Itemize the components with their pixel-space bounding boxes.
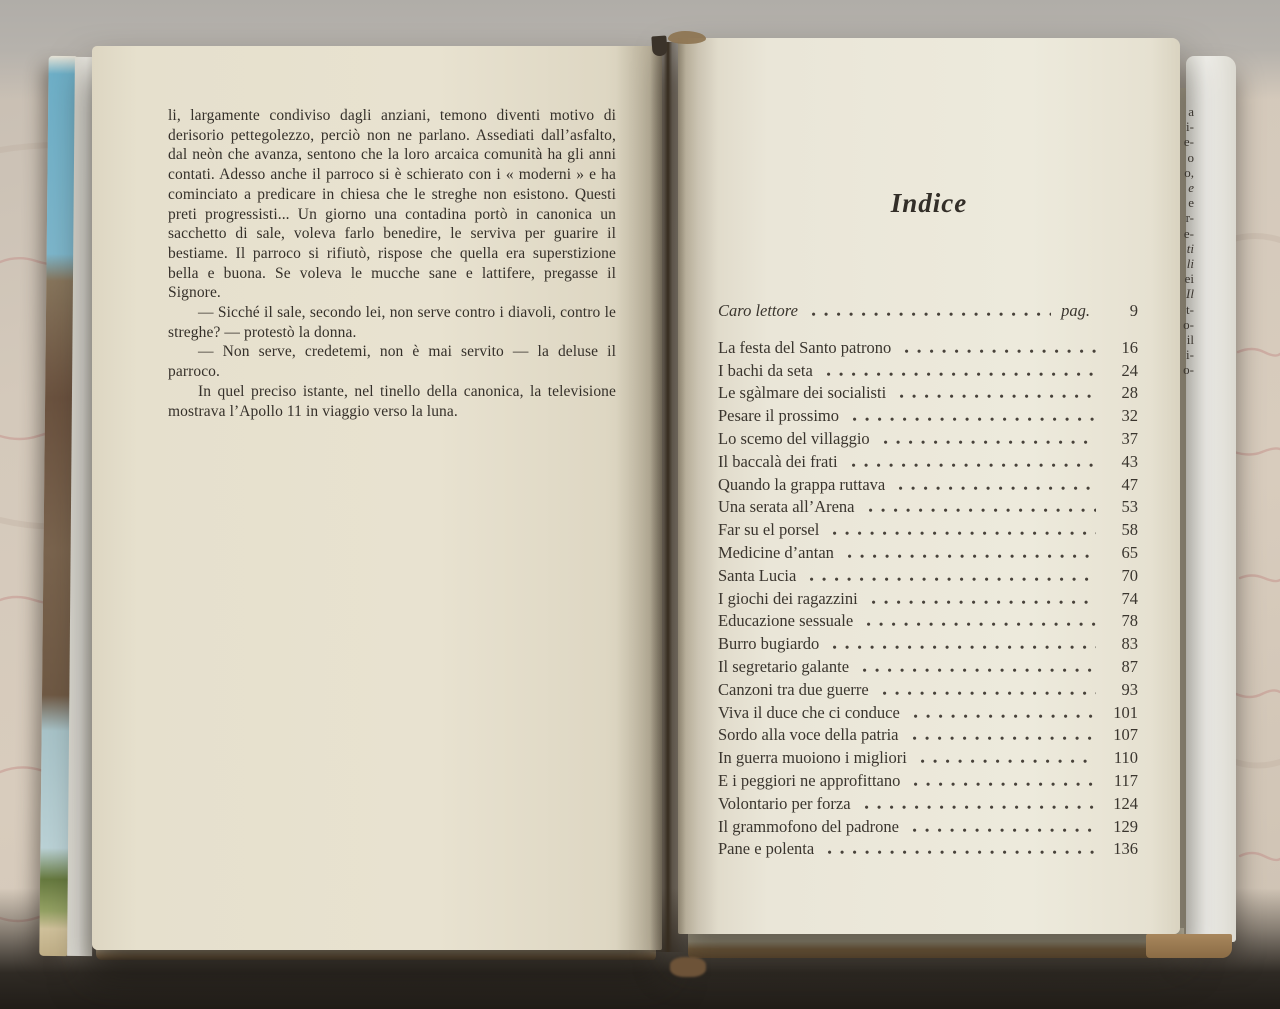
headband [651, 36, 667, 57]
toc-entry [718, 360, 1138, 383]
toc-entry [718, 474, 1138, 497]
text-fragment: e- [1183, 225, 1194, 241]
toc-entry [718, 633, 1138, 656]
toc-entry [718, 679, 1138, 702]
toc-entry-title: Le sgàlmare dei socialisti [718, 383, 887, 403]
page-number: 83 [1121, 634, 1138, 654]
toc-entry [718, 542, 1138, 565]
page-number: 70 [1121, 565, 1138, 585]
dot-leader [852, 462, 1096, 467]
page-number: 16 [1121, 337, 1138, 357]
text-fragment: e [1188, 195, 1194, 211]
dot-leader [905, 348, 1096, 353]
spine-glue-top [668, 31, 706, 44]
toc-entry [718, 337, 1138, 360]
text-fragment: e [1188, 180, 1194, 196]
toc-entry-title: Il grammofono del padrone [718, 816, 899, 836]
dot-leader [869, 507, 1096, 512]
page-number: 117 [1113, 770, 1138, 790]
toc-entry-title: Canzoni tra due guerre [718, 679, 869, 699]
page-number: 87 [1121, 656, 1138, 676]
dot-leader [921, 758, 1096, 763]
toc-entry-title: Santa Lucia [718, 565, 797, 585]
flap-text-fragments [1166, 104, 1194, 378]
dot-leader [900, 393, 1096, 398]
dot-leader [810, 576, 1096, 581]
dot-leader [913, 735, 1096, 740]
toc-entry-title: Pane e polenta [718, 839, 815, 859]
text-fragment: a [1188, 104, 1194, 119]
left-page-text [168, 106, 616, 421]
toc-entry-title: Volontario per forza [718, 793, 851, 813]
text-fragment: o [1187, 149, 1194, 165]
page-number: 28 [1121, 383, 1138, 403]
toc-entry [718, 793, 1138, 816]
paragraph: In quel preciso istante, nel tinello della canonica, la televisione mostrava l’Apollo 11 in viaggio verso la luna. [168, 382, 616, 420]
toc-entry [718, 428, 1138, 451]
dot-leader [865, 804, 1096, 809]
dot-leader [914, 713, 1096, 718]
text-fragment: i- [1186, 119, 1194, 135]
dot-leader [867, 621, 1096, 626]
toc-entry [718, 656, 1138, 679]
dot-leader [833, 644, 1096, 649]
dot-leader [899, 485, 1096, 490]
dot-leader [812, 311, 1051, 316]
toc-entry-title: Far su el porsel [718, 520, 820, 540]
page-number: 58 [1121, 520, 1138, 540]
text-fragment: ti [1186, 240, 1194, 256]
text-fragment: li [1186, 256, 1194, 272]
page-number: 47 [1121, 474, 1138, 494]
toc-entry [718, 588, 1138, 611]
toc-entry-title: Caro lettore [718, 301, 798, 320]
toc-entry-title: La festa del Santo patrono [718, 337, 892, 357]
paragraph: — Sicché il sale, secondo lei, non serve contro i diavoli, contro le streghe? — protestò la donna. [168, 304, 616, 341]
toc-entry-title: Una serata all’Arena [718, 497, 855, 517]
page-number: 93 [1121, 679, 1138, 699]
text-fragment: ei [1184, 271, 1194, 287]
toc-entry [718, 838, 1138, 861]
page-number: 129 [1113, 816, 1138, 836]
text-fragment: i- [1186, 347, 1194, 363]
page-number: 124 [1113, 793, 1138, 813]
book-gutter [650, 42, 686, 952]
toc-entry-title: Educazione sessuale [718, 611, 854, 631]
toc-entry [718, 405, 1138, 428]
text-fragment: il [1186, 332, 1194, 348]
dot-leader [827, 371, 1096, 376]
toc-entry-title: Sordo alla voce della patria [718, 725, 899, 745]
dot-leader [828, 849, 1096, 854]
toc-entry-title: I bachi da seta [718, 360, 813, 380]
toc-entry [718, 702, 1138, 725]
cover-corner-bottom-right [1146, 934, 1232, 958]
toc-entry [718, 770, 1138, 793]
toc-entry [718, 451, 1138, 474]
toc-entry-title: Medicine d’antan [718, 542, 834, 562]
toc-entry [718, 565, 1138, 588]
toc-entry [718, 747, 1138, 770]
index-title: Indice [890, 188, 968, 218]
table-of-contents [718, 300, 1138, 861]
page-number: 53 [1121, 497, 1138, 517]
page-number: 136 [1113, 839, 1138, 859]
page-number: 37 [1121, 428, 1138, 448]
page-number: 110 [1113, 748, 1138, 768]
toc-entry-title: In guerra muoiono i migliori [718, 748, 907, 768]
toc-entry [718, 382, 1138, 405]
page-number: 65 [1121, 542, 1138, 562]
paragraph: — Non serve, credetemi, non è mai servito — la deluse il parroco. [168, 343, 616, 381]
text-fragment: o- [1183, 316, 1194, 332]
page-number: 9 [1129, 301, 1138, 320]
right-page [678, 38, 1180, 934]
pag-label: pag. [1061, 301, 1090, 320]
toc-entry [718, 816, 1138, 839]
text-fragment: o- [1183, 362, 1194, 378]
dot-leader [913, 827, 1096, 832]
toc-entry [718, 496, 1138, 519]
text-fragment: e- [1183, 134, 1194, 150]
toc-entry-title: Viva il duce che ci conduce [718, 702, 900, 722]
toc-entry-title: Pesare il prossimo [718, 406, 839, 426]
dot-leader [883, 690, 1096, 695]
toc-entry-title: Il segretario galante [718, 656, 850, 676]
toc-entry-title: Quando la grappa ruttava [718, 474, 886, 494]
toc-entry [718, 519, 1138, 542]
page-number: 43 [1121, 451, 1138, 471]
toc-entry [718, 300, 1138, 323]
toc-entry [718, 724, 1138, 747]
dot-leader [872, 599, 1096, 604]
spine-glue-bottom [670, 957, 706, 977]
page-number: 107 [1113, 725, 1138, 745]
toc-entry-title: Il baccalà dei frati [718, 451, 838, 471]
text-fragment: o, [1184, 164, 1194, 180]
page-number: 74 [1121, 588, 1138, 608]
toc-entry-title: Lo scemo del villaggio [718, 428, 870, 448]
text-fragment: t- [1186, 301, 1194, 317]
paragraph: li, largamente condiviso dagli anziani, temono diventi motivo di derisorio pettegolezzo, perciò non ne parlano. Assediati dall’asfalto, dal neòn che avanza, sentono che la loro arcaica comunità ha gli anni contati. Adesso anche il parroco si è schierato con i « moderni » e ha cominciato a predicare in chiesa che le streghe non esistono. Questi preti progressisti... Un giorno una contadina portò in canonica un sacchetto di sale, voleva farlo benedire, le serviva per guarire il bestiame. Il parroco si rifiutò, rispose che quella era superstizione bella e buona. Se voleva le mucche sane e lattifere, pregasse il Signore. [168, 107, 616, 302]
page-number: 24 [1121, 360, 1138, 380]
toc-entry-title: E i peggiori ne approfittano [718, 770, 901, 790]
page-number: 32 [1121, 406, 1138, 426]
dot-leader [914, 781, 1096, 786]
dot-leader [884, 439, 1096, 444]
toc-entry-title: Burro bugiardo [718, 634, 820, 654]
dot-leader [848, 553, 1096, 558]
page-number: 101 [1113, 702, 1138, 722]
text-fragment: Il [1186, 286, 1194, 302]
text-fragment: r- [1185, 210, 1194, 226]
page-number: 78 [1121, 611, 1138, 631]
dot-leader [863, 667, 1096, 672]
toc-entry [718, 610, 1138, 633]
dot-leader [853, 416, 1096, 421]
dot-leader [833, 530, 1096, 535]
left-page [92, 46, 662, 950]
toc-entry-title: I giochi dei ragazzini [718, 588, 858, 608]
